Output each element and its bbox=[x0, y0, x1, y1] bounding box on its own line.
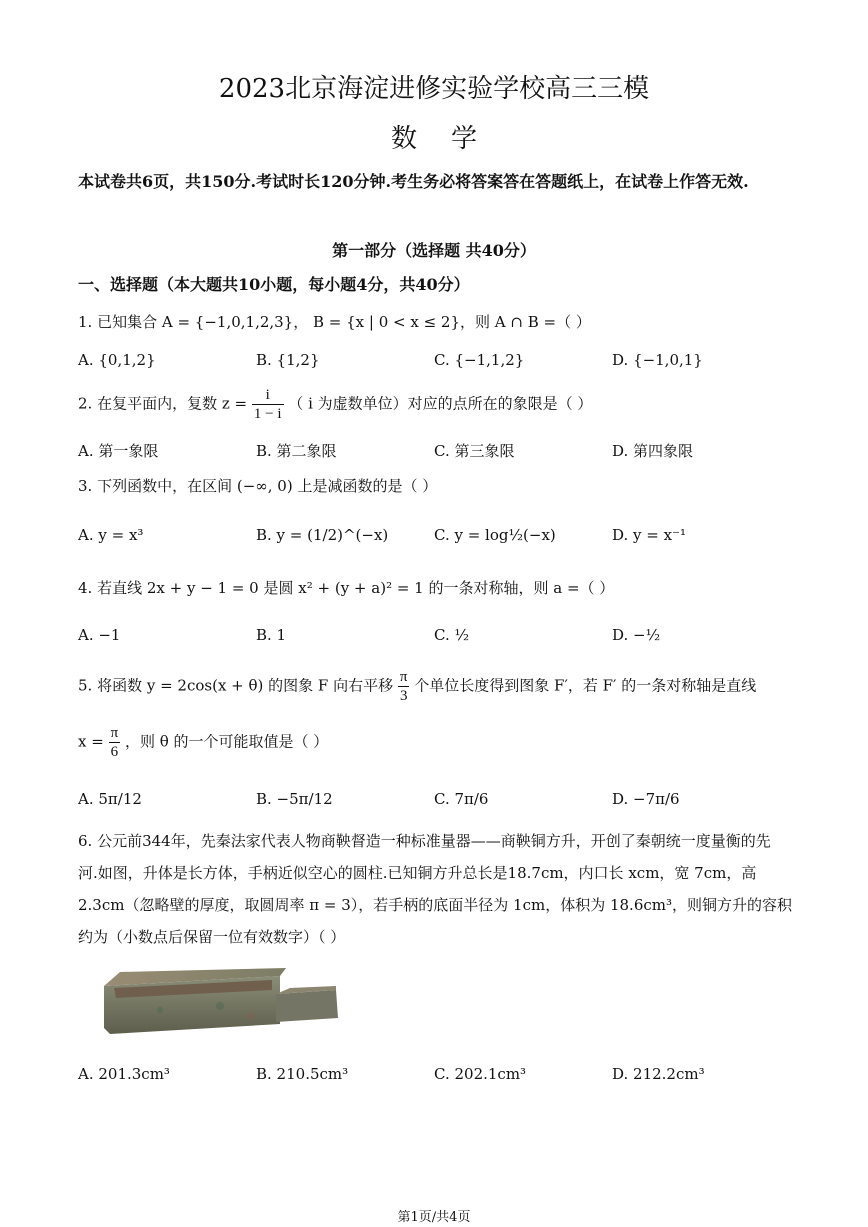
q3-option-a: A. y = x³ bbox=[78, 526, 144, 544]
q6-option-a: A. 201.3cm³ bbox=[78, 1065, 170, 1083]
q5-stem-start: 5. 将函数 y = 2cos(x + θ) 的图象 F 向右平移 bbox=[78, 676, 394, 695]
question-4-stem: 4. 若直线 2x + y − 1 = 0 是圆 x² + (y + a)² = 1 的一条对称轴，则 a =（ ） bbox=[78, 579, 615, 597]
q5-option-c: C. 7π/6 bbox=[434, 790, 489, 808]
part-heading: 第一部分（选择题 共40分） bbox=[332, 241, 536, 260]
q5-fraction-2 bbox=[109, 724, 121, 761]
subject-title: 数学 bbox=[390, 124, 511, 154]
q5-option-d: D. −7π/6 bbox=[612, 790, 680, 808]
question-6-line4: 约为（小数点后保留一位有效数字）（ ） bbox=[78, 928, 346, 946]
q4-option-a: A. −1 bbox=[78, 626, 121, 644]
q1-option-c: C. {−1,1,2} bbox=[434, 351, 525, 369]
q5-fraction bbox=[398, 668, 410, 705]
bronze-measure-photo bbox=[100, 968, 340, 1034]
question-5-stem-line2 bbox=[78, 724, 328, 761]
q5-frac2-num: π bbox=[110, 725, 119, 741]
q4-option-d: D. −½ bbox=[612, 626, 661, 644]
q2-option-d: D. 第四象限 bbox=[612, 442, 694, 460]
question-1-stem: 1. 已知集合 A = {−1,0,1,2,3}， B = {x | 0 < x ≤ 2}，则 A ∩ B =（ ） bbox=[78, 313, 591, 331]
q5-frac-num: π bbox=[399, 669, 408, 685]
q5-option-a: A. 5π/12 bbox=[78, 790, 142, 808]
exam-instructions: 本试卷共6页，共150分.考试时长120分钟.考生务必将答案答在答题纸上，在试卷上作答无效. bbox=[78, 172, 749, 191]
q5-frac-den: 3 bbox=[399, 688, 408, 704]
q5-line2-end: ，则 θ 的一个可能取值是（ ） bbox=[124, 732, 329, 751]
page-footer: 第1页/共4页 bbox=[397, 1210, 471, 1225]
q3-option-c: C. y = log½(−x) bbox=[434, 526, 556, 544]
q5-stem-end: 个单位长度得到图象 F′，若 F′ 的一条对称轴是直线 bbox=[414, 676, 757, 695]
question-2-stem bbox=[78, 386, 592, 423]
q3-option-d: D. y = x⁻¹ bbox=[612, 526, 686, 544]
q2-option-a: A. 第一象限 bbox=[78, 442, 159, 460]
q5-frac2-den: 6 bbox=[110, 744, 119, 760]
q3-option-b: B. y = (1/2)^(−x) bbox=[256, 526, 389, 544]
question-3-stem: 3. 下列函数中，在区间 (−∞, 0) 上是减函数的是（ ） bbox=[78, 477, 438, 495]
q2-option-c: C. 第三象限 bbox=[434, 442, 515, 460]
q1-option-a: A. {0,1,2} bbox=[78, 351, 156, 369]
q4-option-b: B. 1 bbox=[256, 626, 287, 644]
q2-stem-end: （ i 为虚数单位）对应的点所在的象限是（ ） bbox=[288, 394, 593, 413]
question-6-line2: 河.如图，升体是长方体，手柄近似空心的圆柱.已知铜方升总长是18.7cm，内口长 xcm，宽 7cm，高 bbox=[78, 864, 757, 882]
q2-frac-den: 1 − i bbox=[253, 406, 282, 422]
q2-stem-start: 2. 在复平面内，复数 z = bbox=[78, 394, 248, 413]
question-5-stem bbox=[78, 668, 756, 705]
q5-line2-start: x = bbox=[78, 732, 104, 751]
exam-title: 2023北京海淀进修实验学校高三三模 bbox=[218, 74, 650, 104]
question-6-line3: 2.3cm（忽略壁的厚度，取圆周率 π = 3），若手柄的底面半径为 1cm，体积为 18.6cm³，则铜方升的容积 bbox=[78, 896, 792, 914]
q5-option-b: B. −5π/12 bbox=[256, 790, 333, 808]
q1-option-b: B. {1,2} bbox=[256, 351, 320, 369]
q4-option-c: C. ½ bbox=[434, 626, 470, 644]
q2-option-b: B. 第二象限 bbox=[256, 442, 337, 460]
question-6-line1: 6. 公元前344年，先秦法家代表人物商鞅督造一种标准量器——商鞅铜方升，开创了秦朝统一度量衡的先 bbox=[78, 832, 771, 850]
q1-option-d: D. {−1,0,1} bbox=[612, 351, 703, 369]
section-heading: 一、选择题（本大题共10小题，每小题4分，共40分） bbox=[78, 275, 470, 294]
q6-option-c: C. 202.1cm³ bbox=[434, 1065, 527, 1083]
q6-option-b: B. 210.5cm³ bbox=[256, 1065, 349, 1083]
q2-fraction bbox=[252, 386, 284, 423]
q2-frac-num: i bbox=[252, 386, 284, 405]
q6-option-d: D. 212.2cm³ bbox=[612, 1065, 705, 1083]
